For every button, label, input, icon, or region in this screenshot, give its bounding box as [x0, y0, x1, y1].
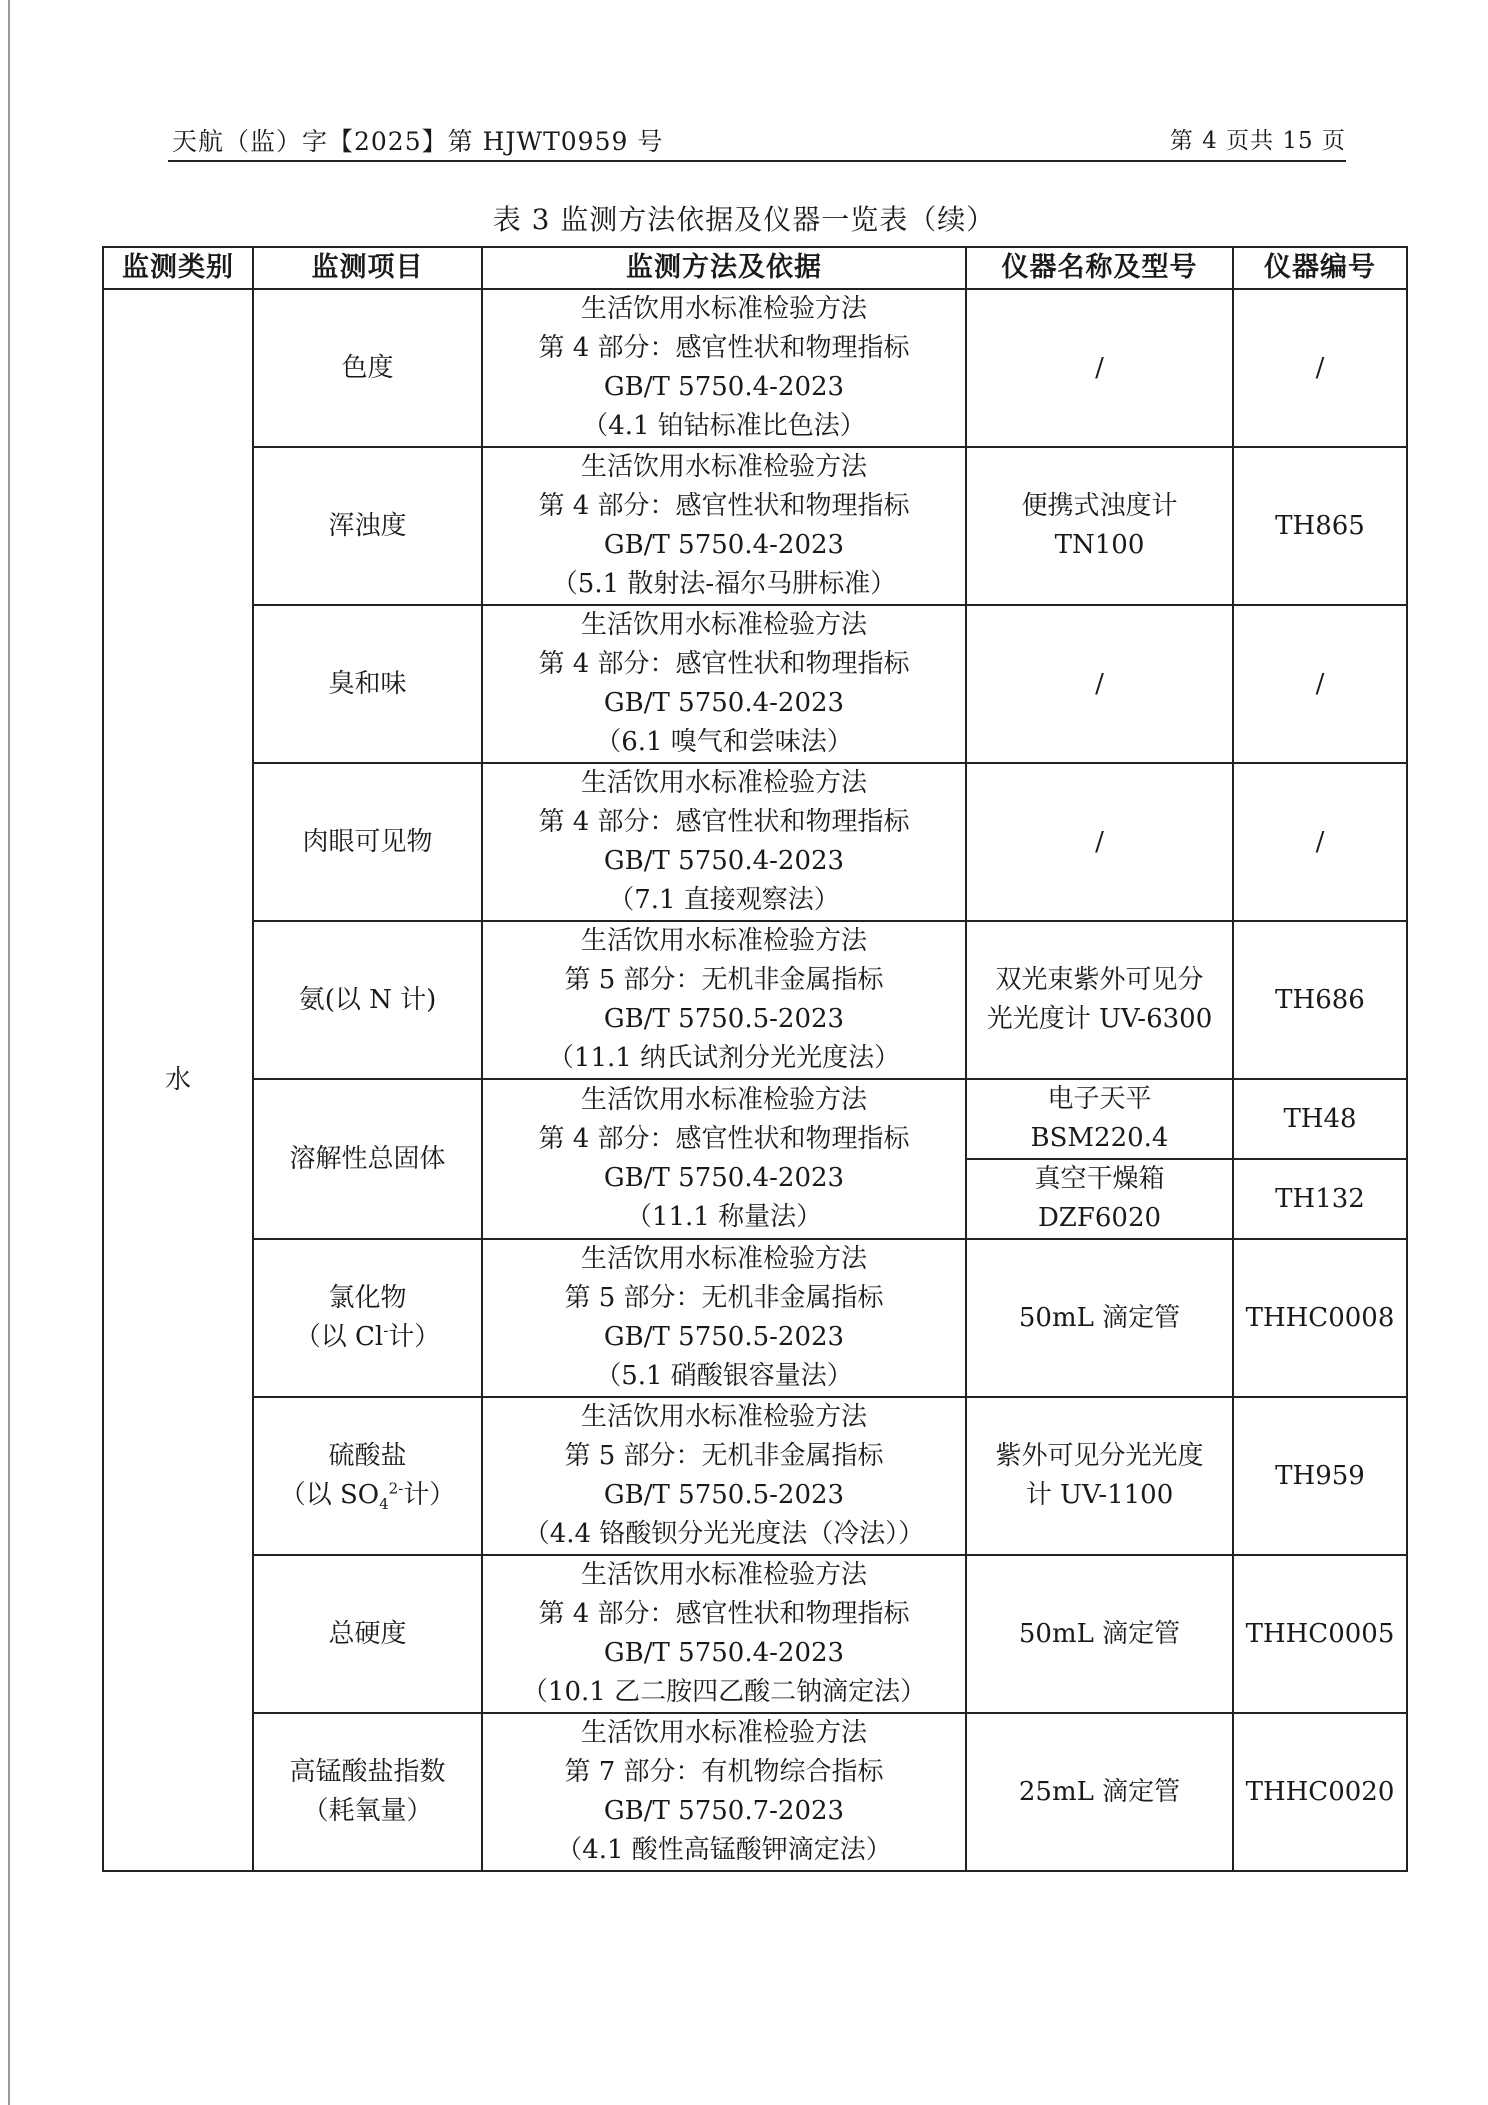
instrument-id-cell: THHC0008 [1233, 1239, 1407, 1397]
item-note-prefix: （以 Cl [294, 1322, 384, 1352]
method-cell [482, 1555, 966, 1713]
instrument-id-cell: TH959 [1233, 1397, 1407, 1555]
table-row [103, 605, 1407, 763]
method-line: 第 5 部分：无机非金属指标 [564, 965, 884, 995]
item-note-subscript: 4 [379, 1495, 389, 1514]
item-note-prefix: （以 SO [279, 1480, 380, 1510]
method-line: （4.1 酸性高锰酸钾滴定法） [556, 1835, 892, 1865]
method-cell [482, 1239, 966, 1397]
method-line: 第 4 部分：感官性状和物理指标 [538, 1599, 910, 1629]
page-header [168, 120, 1346, 162]
table-row [103, 1713, 1407, 1871]
method-line: 生活饮用水标准检验方法 [580, 452, 867, 482]
instrument-name: BSM220.4 [1030, 1123, 1169, 1153]
method-line: （5.1 硝酸银容量法） [595, 1361, 853, 1391]
item-note-superscript: 2- [388, 1479, 404, 1498]
method-line: 第 5 部分：无机非金属指标 [564, 1441, 884, 1471]
instrument-cell [966, 605, 1233, 763]
instrument-name: 光光度计 UV-6300 [986, 1004, 1213, 1034]
method-cell [482, 447, 966, 605]
instrument-id-cell: TH48 [1233, 1079, 1407, 1159]
instrument-name: 计 UV-1100 [1025, 1480, 1174, 1510]
table-row [103, 1555, 1407, 1713]
instrument-id-cell: TH132 [1233, 1159, 1407, 1239]
method-line: GB/T 5750.5-2023 [603, 1004, 845, 1034]
header-method: 监测方法及依据 [482, 247, 966, 289]
method-line: 生活饮用水标准检验方法 [580, 1718, 867, 1748]
instrument-name: / [1095, 826, 1104, 857]
instrument-cell [966, 289, 1233, 447]
instrument-name: 真空干燥箱 [1034, 1164, 1165, 1194]
method-line: GB/T 5750.4-2023 [603, 530, 845, 560]
instrument-cell [966, 763, 1233, 921]
method-line: GB/T 5750.4-2023 [603, 1638, 845, 1668]
instrument-id-cell: TH686 [1233, 921, 1407, 1079]
item-name: 高锰酸盐指数 [289, 1757, 446, 1787]
method-line: 第 4 部分：感官性状和物理指标 [538, 1124, 910, 1154]
item-note [254, 1318, 481, 1357]
instrument-id-cell: / [1233, 289, 1407, 447]
method-line: （11.1 称量法） [625, 1202, 823, 1232]
table-row [103, 289, 1407, 447]
instrument-cell [966, 447, 1233, 605]
method-line: 生活饮用水标准检验方法 [580, 610, 867, 640]
table-row [103, 921, 1407, 1079]
instrument-cell [966, 1555, 1233, 1713]
method-line: 生活饮用水标准检验方法 [580, 294, 867, 324]
item-name: 肉眼可见物 [302, 826, 433, 857]
table-header-row [103, 247, 1407, 289]
instrument-cell [966, 1713, 1233, 1871]
method-line: （7.1 直接观察法） [608, 885, 840, 915]
method-line: 第 4 部分：感官性状和物理指标 [538, 649, 910, 679]
instrument-name: 紫外可见分光光度 [995, 1441, 1204, 1471]
page-number: 第 4 页共 15 页 [1169, 128, 1346, 154]
method-line: 第 4 部分：感官性状和物理指标 [538, 491, 910, 521]
instrument-id-cell: / [1233, 763, 1407, 921]
item-cell [253, 1555, 482, 1713]
method-line: GB/T 5750.7-2023 [603, 1796, 845, 1826]
header-instrument: 仪器名称及型号 [966, 247, 1233, 289]
table-row [103, 1079, 1407, 1159]
table-row [103, 763, 1407, 921]
item-cell [253, 447, 482, 605]
method-cell [482, 921, 966, 1079]
method-line: 第 4 部分：感官性状和物理指标 [538, 807, 910, 837]
item-cell [253, 1079, 482, 1239]
instrument-name: 50mL 滴定管 [1018, 1618, 1181, 1649]
table-row [103, 1397, 1407, 1555]
method-line: GB/T 5750.4-2023 [603, 846, 845, 876]
table-body [103, 289, 1407, 1871]
method-cell [482, 1079, 966, 1239]
methods-table [102, 246, 1408, 1872]
method-cell [482, 605, 966, 763]
item-name: 硫酸盐 [328, 1441, 407, 1471]
item-cell [253, 921, 482, 1079]
item-name: 溶解性总固体 [289, 1143, 446, 1174]
method-line: 生活饮用水标准检验方法 [580, 926, 867, 956]
method-line: GB/T 5750.4-2023 [603, 688, 845, 718]
instrument-cell [966, 1397, 1233, 1555]
instrument-name: 便携式浊度计 [1021, 491, 1178, 521]
method-line: （10.1 乙二胺四乙酸二钠滴定法） [521, 1677, 927, 1707]
instrument-name: 25mL 滴定管 [1018, 1776, 1181, 1807]
item-name: 氯化物 [328, 1283, 407, 1313]
instrument-cell [966, 921, 1233, 1079]
method-line: （4.4 铬酸钡分光光度法（冷法）） [523, 1519, 925, 1549]
item-name: 总硬度 [328, 1618, 407, 1649]
instrument-cell [966, 1239, 1233, 1397]
method-line: （6.1 嗅气和尝味法） [595, 727, 853, 757]
method-line: 第 7 部分：有机物综合指标 [564, 1757, 884, 1787]
instrument-id-cell: THHC0020 [1233, 1713, 1407, 1871]
method-line: （5.1 散射法-福尔马肼标准） [551, 569, 897, 599]
method-line: 生活饮用水标准检验方法 [580, 1402, 867, 1432]
instrument-name: DZF6020 [1037, 1203, 1162, 1233]
document-number: 天航（监）字【2025】第 HJWT0959 号 [172, 127, 664, 156]
item-cell [253, 605, 482, 763]
item-name: （耗氧量） [302, 1796, 433, 1826]
item-name: 色度 [341, 352, 394, 383]
method-line: GB/T 5750.5-2023 [603, 1480, 845, 1510]
method-cell [482, 1713, 966, 1871]
header-category: 监测类别 [103, 247, 253, 289]
item-cell [253, 763, 482, 921]
header-instrument-id: 仪器编号 [1233, 247, 1407, 289]
instrument-cell [966, 1159, 1233, 1239]
instrument-name: 电子天平 [1047, 1084, 1152, 1114]
instrument-name: TN100 [1054, 530, 1145, 560]
method-cell [482, 289, 966, 447]
instrument-name: / [1095, 352, 1104, 383]
item-name: 氨(以 N 计) [298, 984, 437, 1015]
item-note-superscript: - [383, 1321, 389, 1340]
item-name: 浑浊度 [328, 510, 407, 541]
item-cell [253, 1713, 482, 1871]
item-note-suffix: 计） [403, 1480, 456, 1510]
method-line: 生活饮用水标准检验方法 [580, 768, 867, 798]
instrument-name: 双光束紫外可见分 [995, 965, 1204, 995]
item-cell [253, 289, 482, 447]
method-cell [482, 763, 966, 921]
scan-edge-line [8, 0, 10, 2105]
item-note [254, 1476, 481, 1515]
item-cell [253, 1397, 482, 1555]
table-row [103, 447, 1407, 605]
method-line: 生活饮用水标准检验方法 [580, 1085, 867, 1115]
instrument-id-cell: / [1233, 605, 1407, 763]
header-item: 监测项目 [253, 247, 482, 289]
method-line: GB/T 5750.4-2023 [603, 372, 845, 402]
method-line: 生活饮用水标准检验方法 [580, 1560, 867, 1590]
instrument-name: 50mL 滴定管 [1018, 1302, 1181, 1333]
category-cell: 水 [103, 289, 253, 1871]
table-row [103, 1239, 1407, 1397]
item-cell [253, 1239, 482, 1397]
method-line: 生活饮用水标准检验方法 [580, 1244, 867, 1274]
instrument-id-cell: THHC0005 [1233, 1555, 1407, 1713]
method-line: 第 5 部分：无机非金属指标 [564, 1283, 884, 1313]
method-line: 第 4 部分：感官性状和物理指标 [538, 333, 910, 363]
method-line: GB/T 5750.4-2023 [603, 1163, 845, 1193]
instrument-id-cell: TH865 [1233, 447, 1407, 605]
item-note-suffix: 计） [388, 1322, 441, 1352]
method-line: GB/T 5750.5-2023 [603, 1322, 845, 1352]
method-cell [482, 1397, 966, 1555]
table-caption: 表 3 监测方法依据及仪器一览表（续） [492, 203, 996, 236]
method-line: （11.1 纳氏试剂分光光度法） [547, 1043, 901, 1073]
item-name: 臭和味 [328, 668, 407, 699]
method-line: （4.1 铂钴标准比色法） [582, 411, 866, 441]
instrument-name: / [1095, 668, 1104, 699]
instrument-cell [966, 1079, 1233, 1159]
